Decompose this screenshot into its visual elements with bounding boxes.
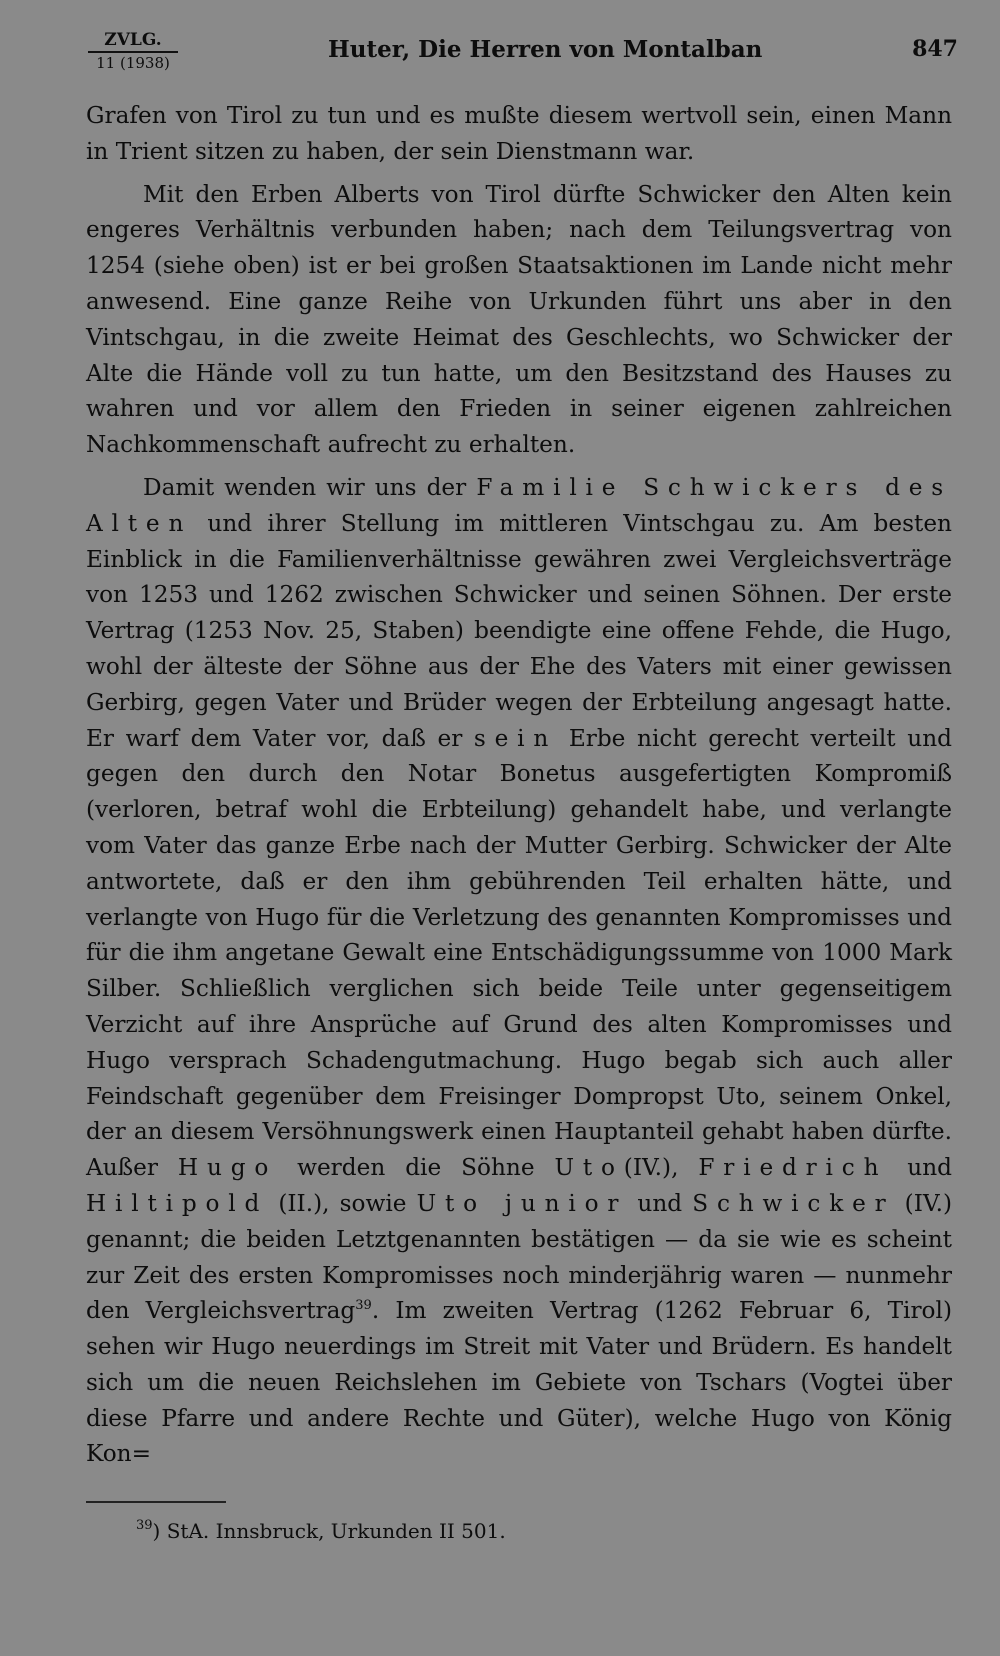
emphasized-text: Friedrich [698,1154,888,1182]
emphasized-text: Uto junior [416,1189,628,1217]
journal-reference [88,30,178,73]
emphasized-text: Hiltipold [86,1189,269,1217]
text-run: Mit den Erben Alberts von Tirol dürfte Schwicker den Alten kein engeres Verhältnis verbunden haben; nach dem Teilungsvertrag von 1254 (siehe oben) ist er bei großen Staatsaktionen im Lande nicht mehr anwesend. Eine ganze Reihe von Urkunden führt uns aber in den Vintschgau, in die zweite Heimat des Geschlechts, wo Schwicker der Alte die Hände voll zu tun hatte, um den Besitzstand des Hauses zu wahren und vor allem den Frieden in seiner eigenen zahlreichen Nachkommenschaft aufrecht zu erhalten. [86,180,952,459]
text-run: (IV.) genannt; die beiden Letztgenannten bestätigen — da sie wie es scheint zur Zeit des ersten Kompromisses noch minderjährig waren — nunmehr den Vergleichsvertrag [86,1189,952,1325]
page-header [88,30,958,74]
emphasized-text: sein [473,724,558,752]
paragraph [86,470,952,1472]
text-run: (IV.), [623,1154,699,1182]
footnote-marker: 39 [136,1518,153,1533]
body-text [86,98,952,1472]
footnote-reference: 39 [355,1298,372,1314]
text-run: werden die Söhne [277,1154,555,1182]
emphasized-text: Uto [554,1154,624,1182]
running-title: Huter, Die Herren von Montalban [328,36,763,63]
text-run: Damit wenden wir uns der [143,473,477,501]
footnote [136,1518,506,1544]
text-run: und [887,1154,952,1182]
footnote-divider [86,1501,226,1503]
text-run: und [627,1189,693,1217]
text-run: (II.), sowie [268,1189,417,1217]
text-run: und ihrer Stellung im mittleren Vintschgau zu. Am besten Einblick in die Familienverhältnisse gewähren zwei Vergleichsverträge von 1253 und 1262 zwischen Schwicker und seinen Söhnen. Der erste Vertrag (1253 Nov. 25, Staben) beendigte eine offene Fehde, die Hugo, wohl der älteste der Söhne aus der Ehe des Vaters mit einer gewissen Gerbirg, gegen Vater und Brüder wegen der Erbteilung angesagt hatte. Er warf dem Vater vor, daß er [86,509,952,752]
emphasized-text: Schwicker [692,1189,895,1217]
page-number: 847 [912,36,958,62]
text-run: . Im zweiten Vertrag (1262 Februar 6, Tirol) sehen wir Hugo neuerdings im Streit mit Vater und Brüdern. Es handelt sich um die neuen Reichslehen im Gebiete von Tschars (Vogtei über diese Pfarre und andere Rechte und Güter), welche Hugo von König Kon= [86,1297,952,1468]
journal-abbreviation: ZVLG. [88,30,178,53]
journal-volume: 11 (1938) [96,54,170,72]
text-run: Grafen von Tirol zu tun und es mußte diesem wertvoll sein, einen Mann in Trient sitzen zu haben, der sein Dienstmann war. [86,102,952,165]
footnote-text: ) StA. Innsbruck, Urkunden II 501. [152,1519,506,1543]
text-run: Erbe nicht gerecht verteilt und gegen den durch den Notar Bonetus ausgefertigten Kompromiß (verloren, betraf wohl die Erbteilung) gehandelt habe, und verlangte vom Vater das ganze Erbe nach der Mutter Gerbirg. Schwicker der Alte antwortete, daß er den ihm gebührenden Teil erhalten hätte, und verlangte von Hugo für die Verletzung des genannten Kompromisses und für die ihm angetane Gewalt eine Entschädigungssumme von 1000 Mark Silber. Schließlich verglichen sich beide Teile unter gegenseitigem Verzicht auf ihre Ansprüche auf Grund des alten Kompromisses und Hugo versprach Schadengutmachung. Hugo begab sich auch aller Feindschaft gegenüber dem Freisinger Dompropst Uto, seinem Onkel, der an diesem Versöhnungswerk einen Hauptanteil gehabt haben dürfte. Außer [86,724,952,1182]
paragraph [86,98,952,170]
paragraph [86,177,952,463]
emphasized-text: Hugo [177,1154,278,1182]
emphasized-text: Familie Schwickers des Alten [86,473,952,537]
